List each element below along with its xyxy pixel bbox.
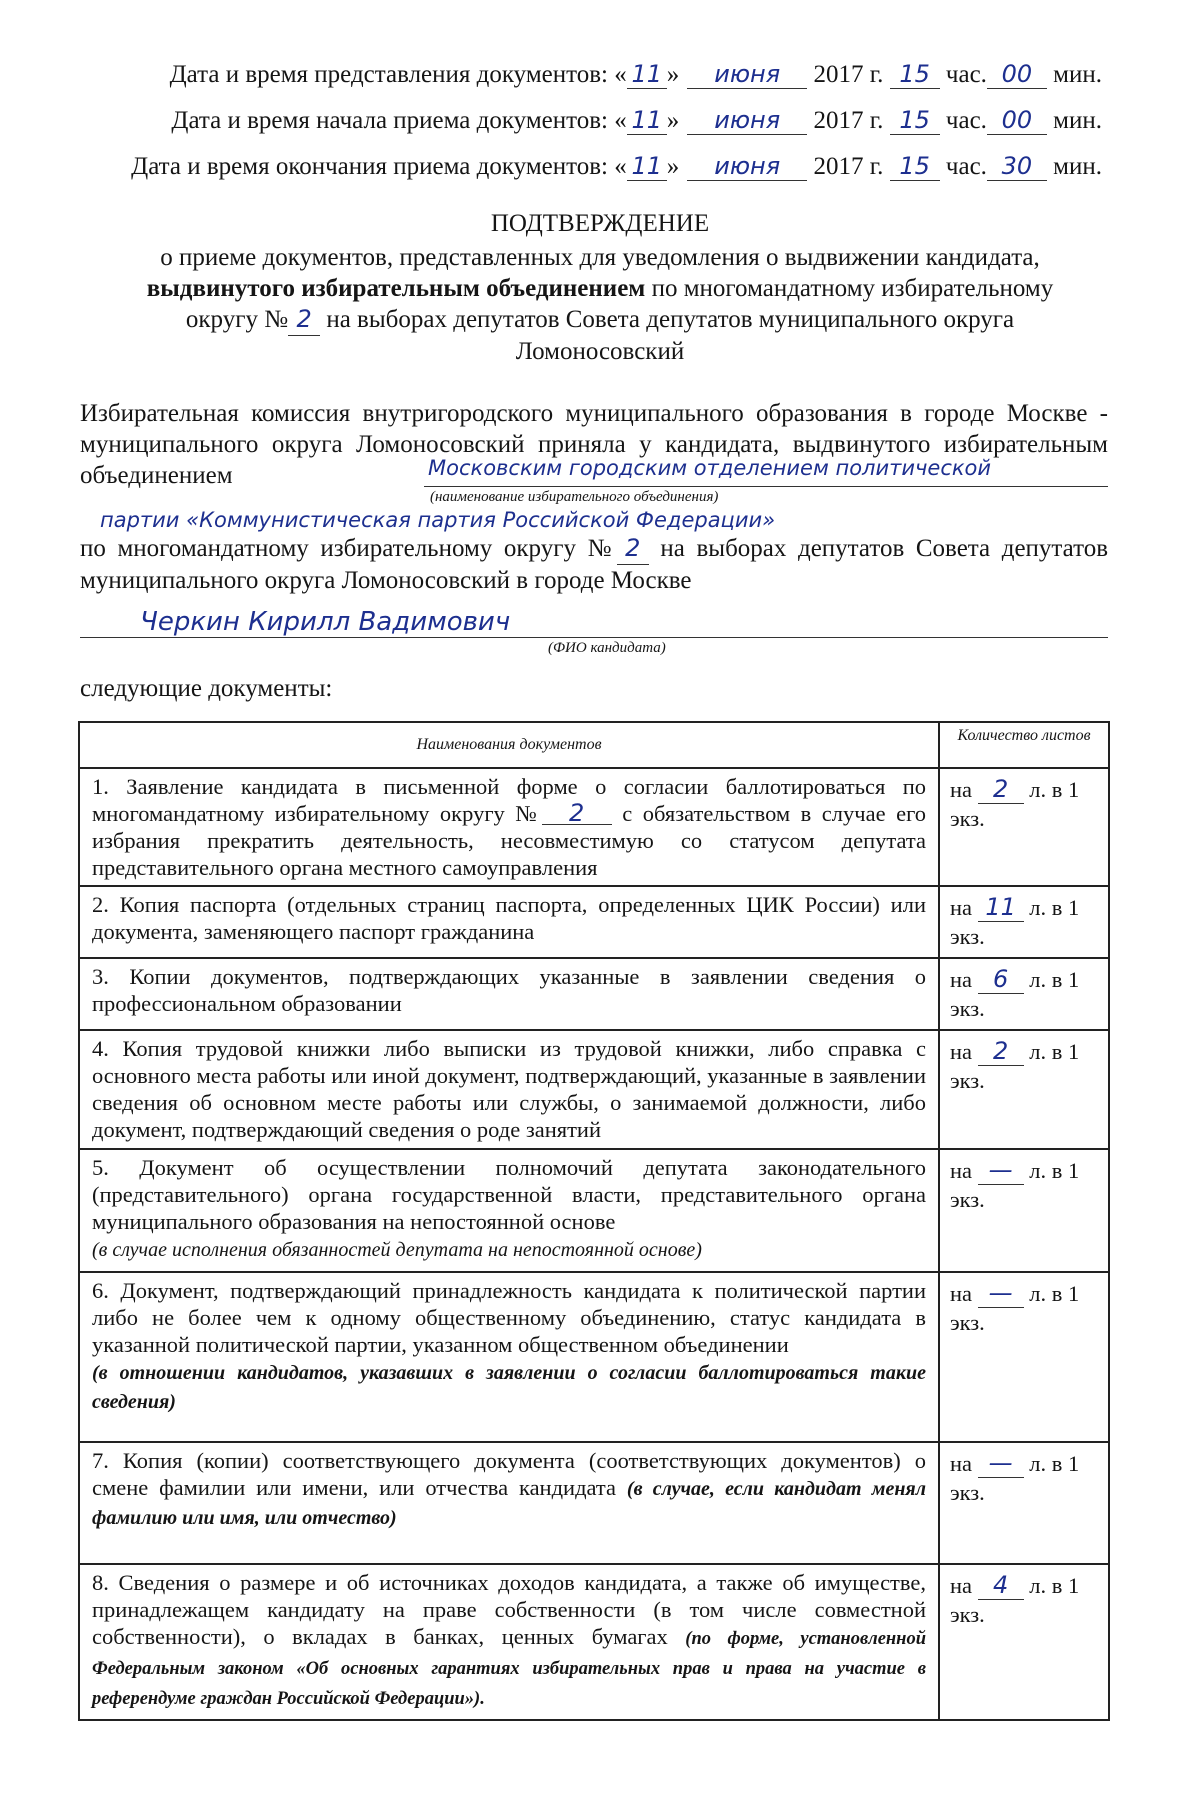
month-value: июня — [687, 152, 807, 181]
sheet-count: — — [978, 1451, 1024, 1478]
minute-unit: мин. — [1053, 153, 1102, 180]
commission-paragraph: Избирательная комиссия внутригородского муниципального образования в городе Москве - муниципального округа Ломоносовский приняла у кандидата, выдвинутого избирательным объединением — [80, 400, 1108, 489]
doc-cell: 3. Копии документов, подтверждающих указанные в заявлении сведения о профессиональном образовании — [79, 958, 939, 1030]
hour-value: 15 — [890, 106, 940, 135]
doc-cell: 5. Документ об осуществлении полномочий депутата законодательного (представительного) органа государственной власти, представительного органа муниципального образования на непостоянной основе (в случае исполнения обязанностей депутата на непостоянной основе) — [79, 1149, 939, 1272]
association-underline — [424, 486, 1108, 487]
qty-cell: на 11 л. в 1 экз. — [939, 886, 1109, 958]
association-name-line1: Московским городским отделением политической — [428, 456, 992, 480]
hour-unit: час. — [945, 61, 987, 88]
table-row — [79, 886, 1109, 958]
minute-unit: мин. — [1053, 61, 1102, 88]
table-row — [79, 1149, 1109, 1272]
day-value: 11 — [627, 60, 667, 89]
year-value: 2017 г. — [813, 107, 884, 134]
table-row — [79, 1442, 1109, 1564]
qty-cell: на 4 л. в 1 экз. — [939, 1564, 1109, 1720]
year-value: 2017 г. — [813, 153, 884, 180]
date-line-submission: Дата и время представления документов: « 11 » июня 2017 г. 15 час. 00 мин. — [169, 60, 1102, 88]
month-value: июня — [687, 106, 807, 135]
district-number: 2 — [617, 533, 649, 565]
doc-cell: 2. Копия паспорта (отдельных страниц паспорта, определенных ЦИК России) или документа, заменяющего паспорт гражданина — [79, 886, 939, 958]
date-label: Дата и время представления документов: « — [169, 61, 627, 88]
sheet-count: 4 — [978, 1573, 1024, 1600]
table-header-row — [79, 722, 1109, 768]
doc-cell: 4. Копия трудовой книжки либо выписки из трудовой книжки, либо справка с основного места работы или иной документ, подтверждающий, указанные в заявлении сведения об основном месте работы или службы, о занимаемой должности, либо документ, подтверждающий сведения о роде занятий — [79, 1030, 939, 1149]
date-label: Дата и время окончания приема документов: « — [131, 153, 627, 180]
association-name-line2: партии «Коммунистическая партия Российской Федерации» — [100, 508, 776, 532]
month-value: июня — [687, 60, 807, 89]
table-row — [79, 1030, 1109, 1149]
doc-cell: 6. Документ, подтверждающий принадлежность кандидата к политической партии либо не более чем к одному общественному объединению, статус кандидата в указанной политической партии, указанном общественном объединении (в отношении кандидатов, указавших в заявлении о согласии баллотироваться такие сведения) — [79, 1272, 939, 1442]
minute-unit: мин. — [1053, 107, 1102, 134]
table-row — [79, 1564, 1109, 1720]
candidate-underline — [80, 637, 1108, 638]
following-docs-label: следующие документы: — [80, 675, 333, 702]
document-subtitle — [120, 242, 1080, 367]
hour-unit: час. — [945, 107, 987, 134]
candidate-caption: (ФИО кандидата) — [548, 640, 666, 656]
table-row — [79, 958, 1109, 1030]
date-line-start: Дата и время начала приема документов: « 11 » июня 2017 г. 15 час. 00 мин. — [171, 106, 1102, 134]
day-value: 11 — [627, 106, 667, 135]
doc-cell: 8. Сведения о размере и об источниках доходов кандидата, а также об имуществе, принадлежащем кандидату на праве собственности (в том числе совместной собственности), о вкладах в банках, ценных бумагах (по форме, установленной Федеральным законом «Об основных гарантиях избирательных прав и права на участие в референдуме граждан Российской Федерации»). — [79, 1564, 939, 1720]
candidate-name: Черкин Кирилл Вадимович — [140, 607, 511, 637]
subtitle-line: округу № 2 на выборах депутатов Совета депутатов муниципального округа — [120, 304, 1080, 336]
date-line-end: Дата и время окончания приема документов: « 11 » июня 2017 г. 15 час. 30 мин. — [131, 152, 1102, 180]
qty-cell: на — л. в 1 экз. — [939, 1272, 1109, 1442]
sheet-count: 2 — [978, 1039, 1024, 1066]
association-caption: (наименование избирательного объединения) — [430, 489, 719, 505]
hour-value: 15 — [890, 60, 940, 89]
sheet-count: 11 — [978, 895, 1024, 922]
date-label: Дата и время начала приема документов: « — [171, 107, 627, 134]
sheet-count: — — [978, 1158, 1024, 1185]
doc-cell: 1. Заявление кандидата в письменной форме о согласии баллотироваться по многомандатному избирательному округу № 2 с обязательством в случае его избрания прекратить деятельность, несовместимую со статусом депутата представительного органа местного самоуправления — [79, 768, 939, 886]
qty-cell: на 2 л. в 1 экз. — [939, 768, 1109, 886]
hour-value: 15 — [890, 152, 940, 181]
table-row — [79, 768, 1109, 886]
qty-cell: на 6 л. в 1 экз. — [939, 958, 1109, 1030]
district-paragraph: по многомандатному избирательному округу № 2 на выборах депутатов Совета депутатов муниципального округа Ломоносовский в городе Москве — [80, 534, 1108, 594]
qty-cell: на — л. в 1 экз. — [939, 1442, 1109, 1564]
qty-cell: на — л. в 1 экз. — [939, 1149, 1109, 1272]
doc-cell: 7. Копия (копии) соответствующего документа (соответствующих документов) о смене фамилии или имени, или отчества кандидата (в случае, если кандидат менял фамилию или имя, или отчество) — [79, 1442, 939, 1564]
header-qty: Количество листов — [939, 722, 1109, 768]
minute-value: 30 — [987, 152, 1047, 181]
qty-cell: на 2 л. в 1 экз. — [939, 1030, 1109, 1149]
subtitle-line: выдвинутого избирательным объединением по многомандатному избирательному — [146, 275, 1054, 302]
year-value: 2017 г. — [813, 61, 884, 88]
district-number: 2 — [542, 802, 612, 825]
minute-value: 00 — [987, 106, 1047, 135]
minute-value: 00 — [987, 60, 1047, 89]
day-value: 11 — [627, 152, 667, 181]
documents-table — [78, 721, 1110, 1721]
subtitle-line: о приеме документов, представленных для уведомления о выдвижении кандидата, — [160, 244, 1040, 271]
hour-unit: час. — [945, 153, 987, 180]
document-title: ПОДТВЕРЖДЕНИЕ — [490, 210, 710, 237]
header-doc: Наименования документов — [79, 722, 939, 768]
sheet-count: — — [978, 1281, 1024, 1308]
table-row — [79, 1272, 1109, 1442]
sheet-count: 6 — [978, 967, 1024, 994]
district-number: 2 — [288, 304, 320, 336]
sheet-count: 2 — [978, 777, 1024, 804]
subtitle-line: Ломоносовский — [515, 338, 685, 365]
